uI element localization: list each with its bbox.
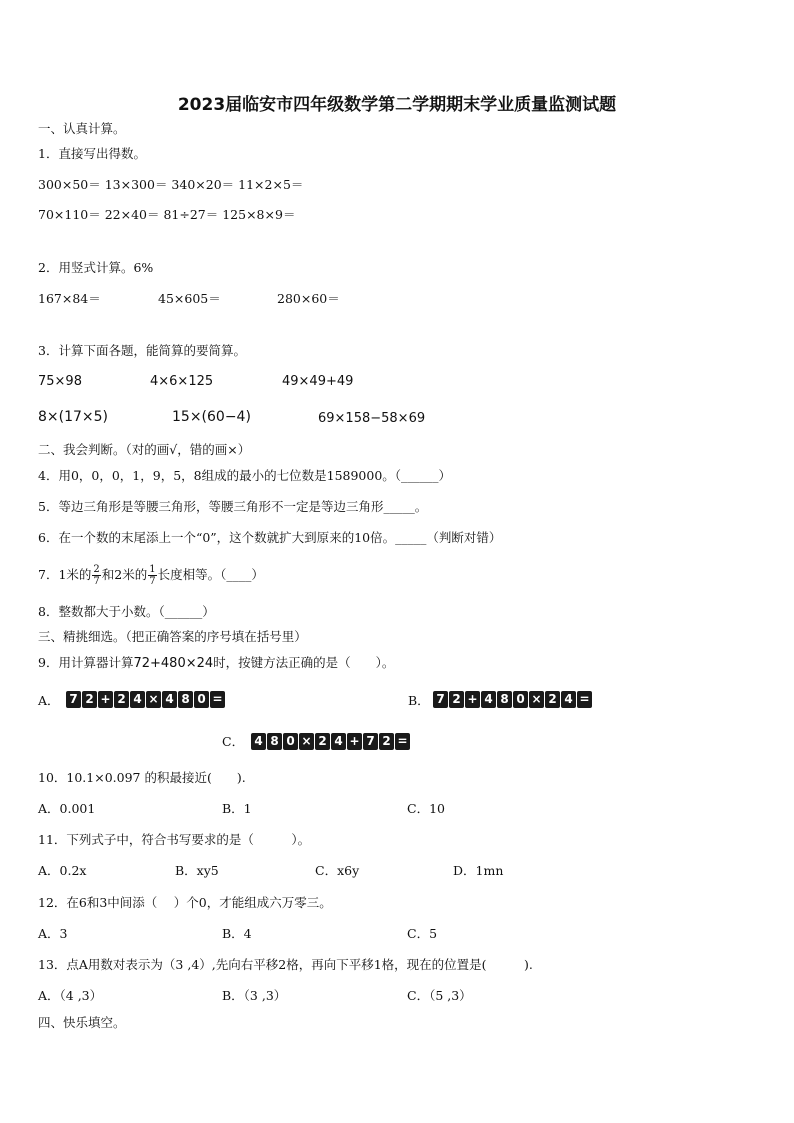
- question-3-c: 49×49+49: [282, 374, 354, 389]
- question-10-option-b: B．1: [222, 801, 252, 816]
- question-9-text-a: 9．用计算器计算: [38, 655, 134, 670]
- question-3-b: 4×6×125: [150, 374, 214, 389]
- calculator-key-icon: 8: [178, 691, 193, 708]
- calculator-key-icon: 2: [379, 733, 394, 750]
- option-b-label: B．: [408, 693, 430, 708]
- calculator-key-icon: 4: [130, 691, 145, 708]
- question-7-text-c: 长度相等。（____）: [157, 567, 264, 582]
- calculator-keys-option-a: [66, 691, 225, 708]
- question-3-e: 15×(60−4): [172, 409, 251, 425]
- question-2: 2．用竖式计算。6%: [38, 260, 154, 275]
- fraction-1-denominator: 7: [93, 576, 100, 587]
- fraction-one-seventh: [148, 564, 156, 587]
- question-9: [38, 655, 394, 672]
- calculator-key-icon: 2: [82, 691, 97, 708]
- option-a-label: A．: [38, 693, 60, 708]
- section-3-heading: 三、精挑细选。（把正确答案的序号填在括号里）: [38, 629, 307, 644]
- question-7: [38, 560, 264, 590]
- question-3-a: 75×98: [38, 374, 82, 389]
- calculator-key-icon: 0: [513, 691, 528, 708]
- calculator-key-icon: 2: [315, 733, 330, 750]
- question-4: 4．用0，0，0，1，9，5，8组成的最小的七位数是1589000。（______）: [38, 468, 452, 483]
- question-13: 13．点A用数对表示为（3 ,4）,先向右平移2格，再向下平移1格，现在的位置是( ).: [38, 957, 533, 972]
- question-7-text-b: 和2米的: [101, 567, 148, 582]
- question-11: 11．下列式子中，符合书写要求的是（ ）。: [38, 832, 311, 847]
- calculator-key-icon: 4: [561, 691, 576, 708]
- calculator-keys-option-c: [251, 733, 410, 750]
- calculator-key-icon: 8: [497, 691, 512, 708]
- section-1-heading: 一、认真计算。: [38, 121, 126, 136]
- calculator-key-icon: =: [395, 733, 410, 750]
- question-7-text-a: 7．1米的: [38, 567, 92, 582]
- question-10-option-a: A．0.001: [38, 801, 96, 816]
- calculator-key-icon: 2: [545, 691, 560, 708]
- question-11-option-a: A．0.2x: [38, 863, 87, 878]
- calculator-key-icon: 4: [481, 691, 496, 708]
- calculator-key-icon: 2: [449, 691, 464, 708]
- question-1-row-2: 70×110＝ 22×40＝ 81÷27＝ 125×8×9＝: [38, 207, 296, 222]
- calculator-key-icon: 8: [267, 733, 282, 750]
- question-3-d: 8×(17×5): [38, 409, 109, 425]
- calculator-key-icon: ×: [529, 691, 544, 708]
- page-title: 2023届临安市四年级数学第二学期期末学业质量监测试题: [177, 95, 617, 115]
- fraction-2-numerator: 1: [149, 564, 156, 575]
- question-12: 12．在6和3中间添（ ）个0，才能组成六万零三。: [38, 895, 332, 910]
- question-13-option-c: C．（5 ,3）: [407, 988, 472, 1003]
- calculator-key-icon: +: [98, 691, 113, 708]
- question-8: 8．整数都大于小数。（______）: [38, 604, 215, 619]
- calculator-key-icon: 4: [331, 733, 346, 750]
- calculator-key-icon: 4: [162, 691, 177, 708]
- question-2-a: 167×84＝: [38, 291, 101, 306]
- question-1-row-1: 300×50＝ 13×300＝ 340×20＝ 11×2×5＝: [38, 177, 304, 192]
- question-12-option-a: A．3: [38, 926, 68, 941]
- question-13-option-b: B．（3 ,3）: [222, 988, 287, 1003]
- question-3: 3．计算下面各题，能简算的要简算。: [38, 343, 246, 358]
- option-c-label: C．: [222, 734, 245, 749]
- calculator-key-icon: +: [465, 691, 480, 708]
- calculator-key-icon: =: [577, 691, 592, 708]
- calculator-key-icon: ×: [146, 691, 161, 708]
- section-2-heading: 二、我会判断。（对的画√，错的画×）: [38, 442, 251, 457]
- question-6: 6．在一个数的末尾添上一个“0”，这个数就扩大到原来的10倍。_____（判断对错）: [38, 530, 502, 545]
- question-11-option-b: B．xy5: [175, 863, 219, 878]
- question-3-f: 69×158−58×69: [318, 411, 426, 426]
- calculator-key-icon: ×: [299, 733, 314, 750]
- calculator-key-icon: +: [347, 733, 362, 750]
- fraction-2-denominator: 7: [149, 576, 156, 587]
- question-10: 10．10.1×0.097 的积最接近( ).: [38, 770, 246, 785]
- calculator-key-icon: =: [210, 691, 225, 708]
- question-12-option-c: C．5: [407, 926, 438, 941]
- question-9-expression: 72+480×24: [133, 656, 214, 671]
- question-13-option-a: A．（4 ,3）: [38, 988, 103, 1003]
- calculator-key-icon: 7: [433, 691, 448, 708]
- question-12-option-b: B．4: [222, 926, 252, 941]
- calculator-key-icon: 7: [66, 691, 81, 708]
- calculator-key-icon: 4: [251, 733, 266, 750]
- section-4-heading: 四、快乐填空。: [38, 1015, 126, 1030]
- question-2-b: 45×605＝: [158, 291, 221, 306]
- question-10-option-c: C．10: [407, 801, 445, 816]
- fraction-1-numerator: 2: [93, 564, 100, 575]
- calculator-key-icon: 2: [114, 691, 129, 708]
- calculator-key-icon: 0: [283, 733, 298, 750]
- calculator-key-icon: 0: [194, 691, 209, 708]
- question-2-c: 280×60＝: [277, 291, 340, 306]
- question-9-text-b: 时，按键方法正确的是（ ）。: [213, 655, 395, 670]
- question-11-option-c: C．x6y: [315, 863, 360, 878]
- calculator-key-icon: 7: [363, 733, 378, 750]
- question-11-option-d: D．1mn: [453, 863, 504, 878]
- question-5: 5．等边三角形是等腰三角形，等腰三角形不一定是等边三角形_____。: [38, 499, 428, 514]
- fraction-two-sevenths: [92, 564, 100, 587]
- question-1: 1．直接写出得数。: [38, 146, 146, 161]
- calculator-keys-option-b: [433, 691, 592, 708]
